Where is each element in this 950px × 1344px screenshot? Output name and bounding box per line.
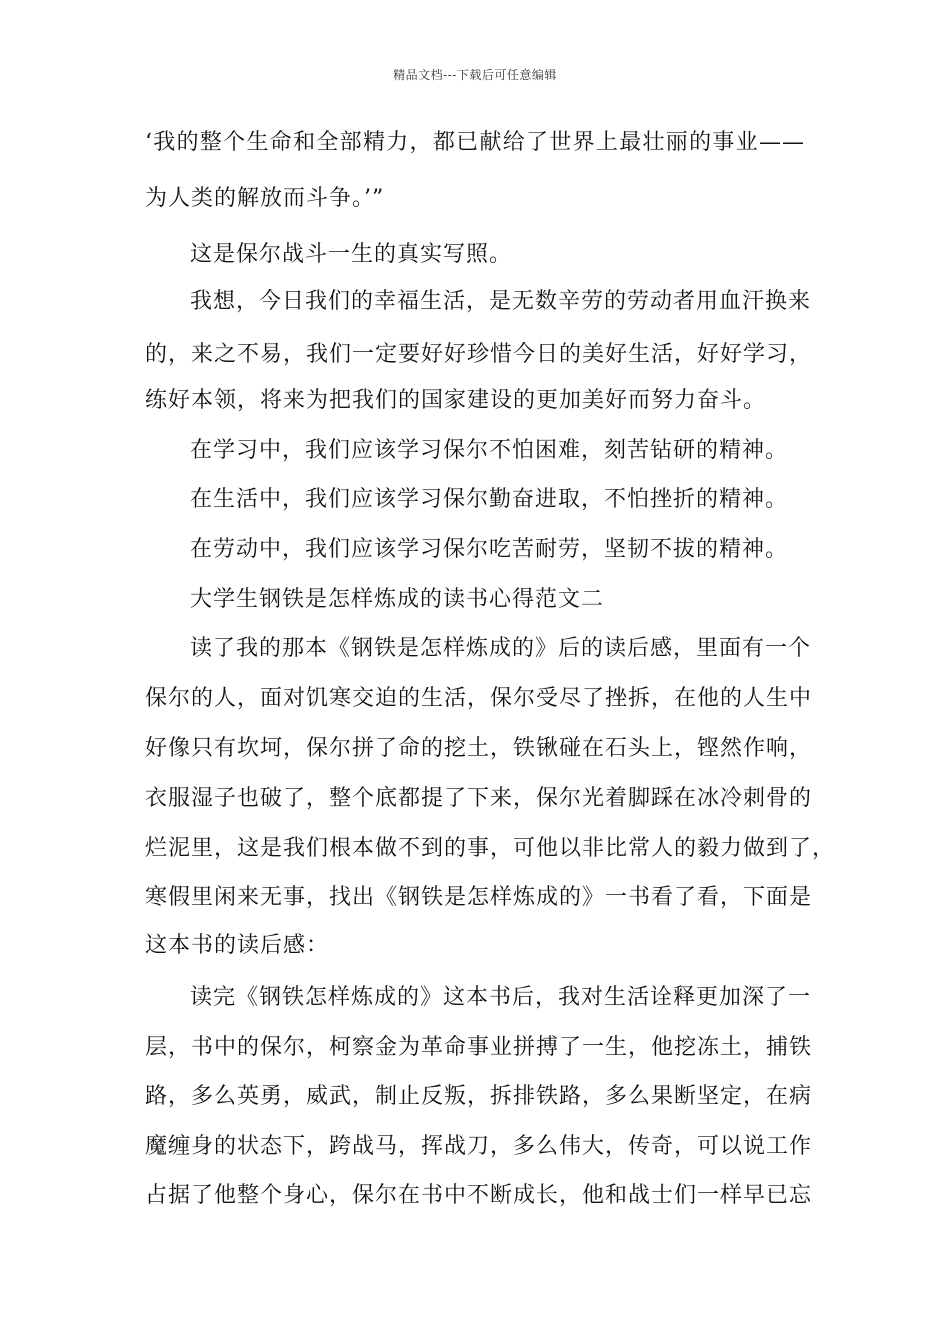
text-line: 占据了他整个身心，保尔在书中不断成长，他和战士们一样早已忘 xyxy=(145,1183,813,1208)
text-line: 读了我的那本《钢铁是怎样炼成的》后的读后感，里面有一个 xyxy=(190,636,812,661)
text-line: 烂泥里，这是我们根本做不到的事，可他以非比常人的毅力做到了， xyxy=(145,836,836,861)
text-line: 这本书的读后感： xyxy=(145,933,330,958)
text-line: 好像只有坎坷，保尔拼了命的挖土，铁锹碰在石头上，铿然作响， xyxy=(145,736,813,761)
text-line: 保尔的人，面对饥寒交迫的生活，保尔受尽了挫拆，在他的人生中 xyxy=(145,686,813,711)
text-line: 的，来之不易，我们一定要好好珍惜今日的美好生活，好好学习， xyxy=(145,342,813,367)
section-heading: 大学生钢铁是怎样炼成的读书心得范文二 xyxy=(190,587,605,612)
text-line: 在生活中，我们应该学习保尔勤奋进取，不怕挫折的精神。 xyxy=(190,487,789,512)
text-line: 读完《钢铁怎样炼成的》这本书后，我对生活诠释更加深了一 xyxy=(190,985,812,1010)
text-line: ‘我的整个生命和全部精力，都已献给了世界上最壮丽的事业—— xyxy=(145,130,805,155)
text-line: 魔缠身的状态下，跨战马，挥战刀，多么伟大，传奇，可以说工作 xyxy=(145,1134,813,1159)
text-line: 在劳动中，我们应该学习保尔吃苦耐劳，坚韧不拔的精神。 xyxy=(190,537,789,562)
page-header: 精品文档---下载后可任意编辑 xyxy=(393,68,557,82)
text-line: 寒假里闲来无事，找出《钢铁是怎样炼成的》一书看了看，下面是 xyxy=(145,885,813,910)
text-line: 层，书中的保尔，柯察金为革命事业拼搏了一生，他挖冻土，捕铁 xyxy=(145,1035,813,1060)
text-line: 在学习中，我们应该学习保尔不怕困难，刻苦钻研的精神。 xyxy=(190,438,789,463)
text-line: 衣服湿子也破了，整个底都提了下来，保尔光着脚踩在冰冷刺骨的 xyxy=(145,786,813,811)
text-line: 我想，今日我们的幸福生活，是无数辛劳的劳动者用血汗换来 xyxy=(190,289,812,314)
text-line: 练好本领，将来为把我们的国家建设的更加美好而努力奋斗。 xyxy=(145,388,767,413)
text-line: 为人类的解放而斗争。’” xyxy=(145,186,385,211)
text-line: 这是保尔战斗一生的真实写照。 xyxy=(190,242,513,267)
text-line: 路，多么英勇，威武，制止反叛，拆排铁路，多么果断坚定，在病 xyxy=(145,1084,813,1109)
